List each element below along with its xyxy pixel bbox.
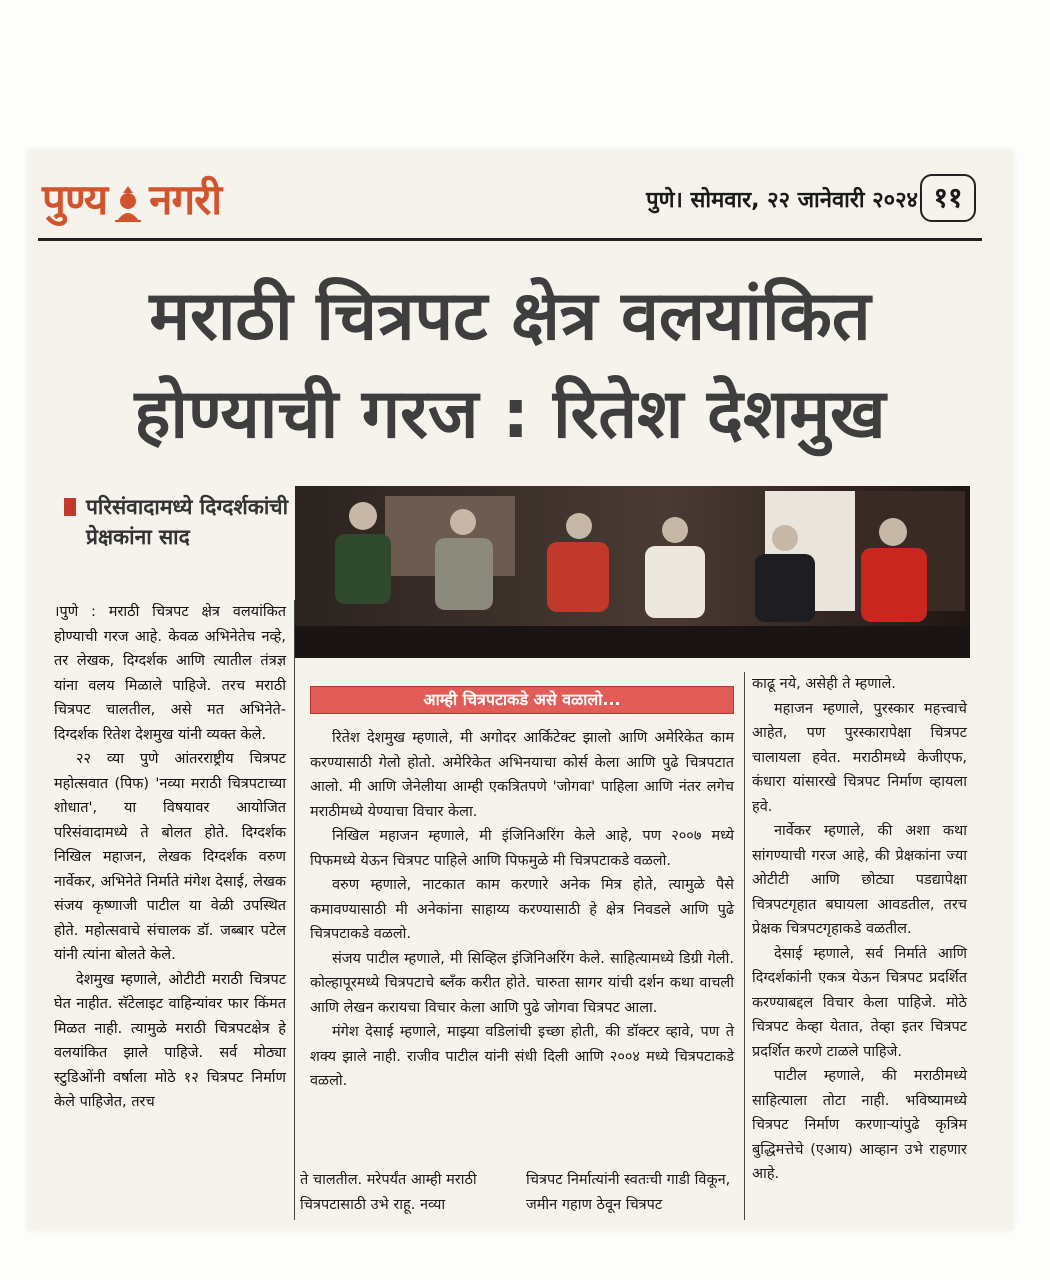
- sidebar-box-body: [310, 726, 734, 1094]
- ganesha-emblem-icon: [111, 183, 145, 223]
- paragraph: देसाई म्हणाले, सर्व निर्माते आणि दिग्दर्शकांनी एकत्र येऊन चित्रपट प्रदर्शित करण्याबद्दल विचार केला पाहिजे. मोठे चित्रपट केव्हा येतात, तेव्हा इतर चित्रपट प्रदर्शित करणे टाळले पाहिजे.: [752, 945, 967, 1060]
- paragraph: २२ व्या पुणे आंतरराष्ट्रीय चित्रपट महोत्सवात (पिफ) 'नव्या मराठी चित्रपटाच्या शोधात', या विषयावर आयोजित परिसंवादामध्ये ते बोलत होते. दिग्दर्शक निखिल महाजन, लेखक दिग्दर्शक वरुण नार्वेकर, अभिनेते निर्माते मंगेश देसाई, लेखक संजय कृष्णाजी पाटील या वेळी उपस्थित होते. महोत्सवाचे संचालक डॉ. जब्बार पटेल यांनी त्यांना बोलते केले.: [54, 751, 286, 963]
- logo-text-left: पुण्य: [42, 175, 108, 224]
- headline-line-2: होण्याची गरज : रितेश देशमुख: [134, 375, 886, 454]
- column-divider: [294, 600, 295, 1220]
- paragraph: महाजन म्हणाले, पुरस्कार महत्त्वाचे आहेत, पण पुरस्कारापेक्षा चित्रपट चालायला हवेत. मराठीमध्ये केजीएफ, कंधारा यांसारखे चित्रपट निर्माण व्हायला हवे.: [752, 700, 967, 815]
- paragraph: मंगेश देसाई म्हणाले, माझ्या वडिलांची इच्छा होती, की डॉक्टर व्हावे, पण ते शक्य झाले नाही. राजीव पाटील यांनी संधी दिली आणि २००४ मध्ये चित्रपटाकडे वळलो.: [310, 1024, 734, 1089]
- page-number: ११: [920, 174, 976, 222]
- paragraph: नार्वेकर म्हणाले, की अशा कथा सांगण्याची गरज आहे, की प्रेक्षकांना ज्या ओटीटी आणि छोट्या पडद्यापेक्षा चित्रपटगृहात बघायला आवडतील, तरच प्रेक्षक चित्रपटगृहाकडे वळतील.: [752, 823, 967, 937]
- logo-text-right: नगरी: [149, 175, 222, 224]
- headline: [60, 268, 960, 464]
- paragraph: पाटील म्हणाले, की मराठीमध्ये साहित्याला तोटा नाही. भविष्यामध्ये चित्रपट निर्माण करणाऱ्यांपुढे कृत्रिम बुद्धिमत्तेचे (एआय) आव्हान उभे राहणार आहे.: [752, 1068, 967, 1182]
- newspaper-logo: [42, 170, 221, 227]
- article-continuation-2: चित्रपट निर्मात्यांनी स्वतःची गाडी विकून, जमीन गहाण ठेवून चित्रपट: [526, 1172, 731, 1213]
- dateline: पुणे। सोमवार, २२ जानेवारी २०२४: [646, 188, 918, 213]
- masthead-rule: [38, 238, 982, 241]
- panel-discussion-photo: [295, 486, 970, 658]
- paragraph: वरुण म्हणाले, नाटकात काम करणारे अनेक मित्र होते, त्यामुळे पैसे कमावण्यासाठी मी अनेकांना साहाय्य करण्यासाठी हे क्षेत्र निवडले आणि पुढे चित्रपटाकडे वळलो.: [310, 877, 734, 942]
- subheadline: परिसंवादामध्ये दिग्दर्शकांची प्रेक्षकांना साद: [64, 492, 306, 552]
- paragraph: काढू नये, असेही ते म्हणाले.: [752, 676, 896, 692]
- paragraph: देशमुख म्हणाले, ओटीटी मराठी चित्रपट घेत नाहीत. सॅटेलाइट वाहिन्यांवर फार किंमत मिळत नाही. त्यामुळे मराठी चित्रपटक्षेत्र हे वलयांकित झाले पाहिजे. सर्व मोठ्या स्टुडिओंनी वर्षाला मोठे १२ चित्रपट निर्माण केले पाहिजेत, तरच: [54, 971, 286, 1110]
- paragraph: निखिल महाजन म्हणाले, मी इंजिनिअरिंग केले आहे, पण २००७ मध्ये पिफमध्ये येऊन चित्रपट पाहिले आणि पिफमुळे मी चित्रपटाकडे वळलो.: [310, 828, 734, 869]
- paragraph: रितेश देशमुख म्हणाले, मी अगोदर आर्किटेक्ट झालो आणि अमेरिकेत काम करण्यासाठी गेलो होतो. अमेरिकेत अभिनयाचा कोर्स केला आणि पुढे चित्रपटात आलो. मी आणि जेनेलीया आम्ही एकत्रितपणे 'जोगवा' पाहिला आणि नंतर लगेच मराठीमध्ये येण्याचा विचार केला.: [310, 730, 734, 820]
- article-column-3: [752, 672, 967, 1187]
- article-continuation-1: ते चालतील. मरेपर्यंत आम्ही मराठी चित्रपटासाठी उभे राहू. नव्या: [300, 1172, 477, 1213]
- sidebar-box: [310, 686, 734, 1146]
- masthead: [38, 170, 980, 232]
- article-column-1: [54, 600, 286, 1115]
- paragraph: संजय पाटील म्हणाले, मी सिव्हिल इंजिनिअरिंग केले. साहित्यामध्ये डिग्री गेली. कोल्हापूरमध्ये चित्रपटाचे ब्लँक करीत होते. चारुता सागर यांची दर्शन कथा वाचली आणि लेखन करायचा विचार केला आणि पुढे जोगवा चित्रपट आला.: [310, 950, 734, 1016]
- paragraph: ।पुणे : मराठी चित्रपट क्षेत्र वलयांकित होण्याची गरज आहे. केवळ अभिनेतेच नव्हे, तर लेखक, दिग्दर्शक आणि त्यातील तंत्रज्ञ यांना वलय मिळाले पाहिजे. तरच मराठी चित्रपट चालतील, असे मत अभिनेते-दिग्दर्शक रितेश देशमुख यांनी व्यक्त केले.: [54, 604, 286, 743]
- sidebar-box-title: आम्ही चित्रपटाकडे असे वळालो...: [310, 686, 734, 714]
- column-divider: [744, 672, 745, 1220]
- headline-line-1: मराठी चित्रपट क्षेत्र वलयांकित: [149, 277, 871, 356]
